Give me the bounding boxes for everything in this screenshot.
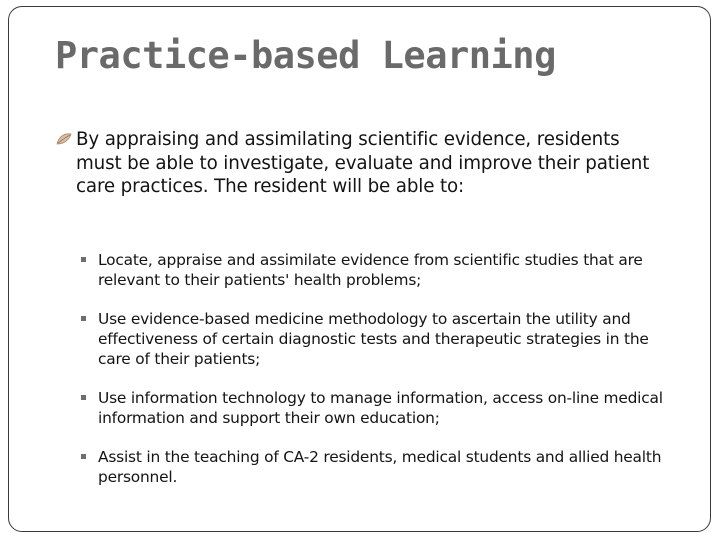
square-bullet-icon	[81, 395, 86, 400]
sub-bullet-text: Use information technology to manage information, access on-line medical information and support their own education;	[98, 389, 663, 427]
sub-bullet-item	[80, 447, 680, 487]
main-bullet-point	[56, 128, 666, 199]
sub-bullet-list	[80, 250, 680, 506]
sub-bullet-item	[80, 250, 680, 290]
sub-bullet-item	[80, 309, 680, 369]
square-bullet-icon	[81, 257, 86, 262]
square-bullet-icon	[81, 454, 86, 459]
sub-bullet-item	[80, 388, 680, 428]
square-bullet-icon	[81, 316, 86, 321]
sub-bullet-text: Assist in the teaching of CA-2 residents, medical students and allied health personnel.	[98, 448, 662, 486]
slide-title: Practice-based Learning	[55, 34, 556, 77]
slide-body	[56, 128, 666, 486]
leaf-bullet-icon	[56, 132, 72, 146]
main-bullet-text: By appraising and assimilating scientific evidence, residents must be able to investigate, evaluate and improve their patient care practices. The resident will be able to:	[76, 129, 650, 197]
sub-bullet-text: Use evidence-based medicine methodology to ascertain the utility and effectiveness of certain diagnostic tests and therapeutic strategies in the care of their patients;	[98, 310, 649, 368]
sub-bullet-text: Locate, appraise and assimilate evidence from scientific studies that are relevant to their patients' health problems;	[98, 251, 643, 289]
